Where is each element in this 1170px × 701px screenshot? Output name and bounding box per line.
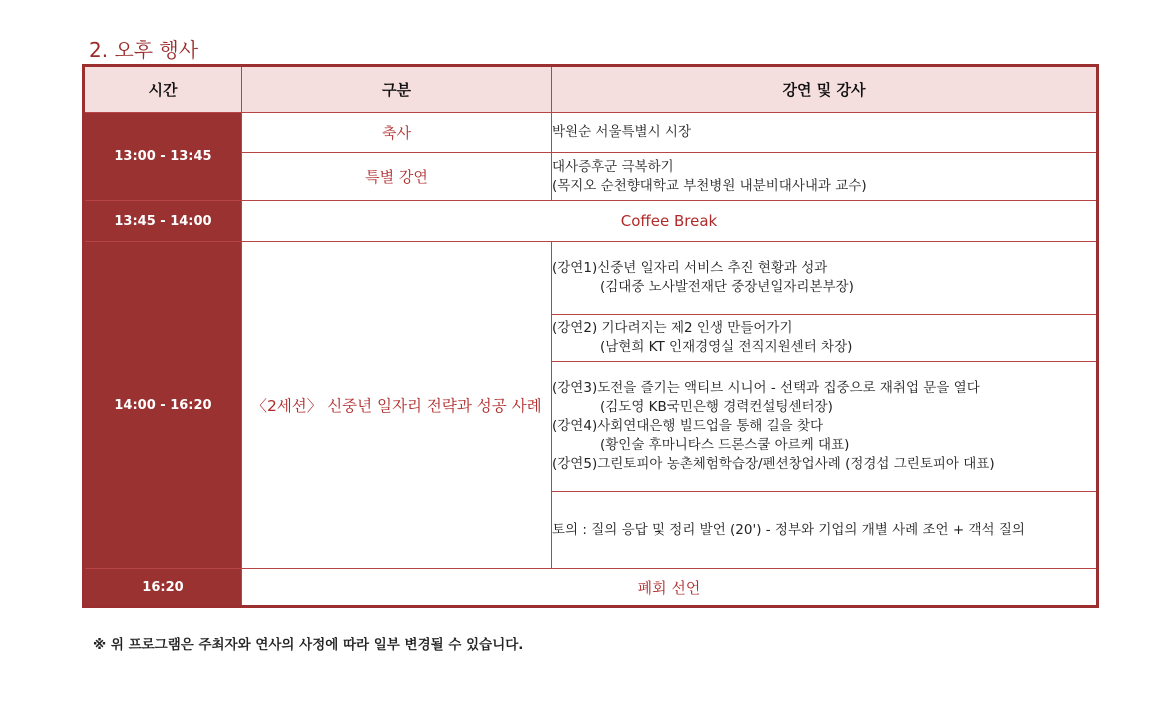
coffee-break: Coffee Break [242, 201, 1098, 242]
desc-line: (강연4)사회연대은행 빌드업을 통해 길을 찾다 [552, 418, 824, 434]
desc-line: (강연2) 기다려지는 제2 인생 만들어가기 [552, 320, 793, 336]
header-lecture: 강연 및 강사 [552, 66, 1098, 113]
desc-line: (강연1)신중년 일자리 서비스 추진 현황과 성과 [552, 260, 828, 276]
footnote: ※ 위 프로그램은 주최자와 연사의 사정에 따라 일부 변경될 수 있습니다. [93, 637, 524, 653]
desc-line: (김도영 KB국민은행 경력컨설팅센터장) [600, 399, 833, 415]
desc-lecture1 [552, 242, 1098, 315]
desc-line: 대사증후군 극복하기 [552, 158, 674, 175]
table-row [84, 242, 1098, 315]
desc-special [552, 153, 1098, 201]
time-cell: 13:45 - 14:00 [84, 201, 242, 242]
table-row [84, 569, 1098, 607]
category-special: 특별 강연 [242, 153, 552, 201]
header-time: 시간 [84, 66, 242, 113]
desc-discussion: 토의 : 질의 응답 및 정리 발언 (20') - 정부와 기업의 개별 사례 조언 + 객석 질의 [552, 492, 1098, 569]
desc-line: (황인술 후마니타스 드론스쿨 아르케 대표) [600, 437, 850, 453]
desc-line: (목지오 순천향대학교 부천병원 내분비대사내과 교수) [552, 177, 867, 194]
closing: 폐회 선언 [242, 569, 1098, 607]
desc-lecture345 [552, 362, 1098, 492]
table-row [84, 113, 1098, 153]
category-session2: 〈2세션〉 신중년 일자리 전략과 성공 사례 [242, 242, 552, 569]
desc-line: (강연3)도전을 즐기는 액티브 시니어 - 선택과 집중으로 재취업 문을 열다 [552, 380, 980, 396]
desc-congrats: 박원순 서울특별시 시장 [552, 113, 1098, 153]
time-cell: 16:20 [84, 569, 242, 607]
header-category: 구분 [242, 66, 552, 113]
section-title: 2. 오후 행사 [89, 38, 199, 62]
header-row [84, 66, 1098, 113]
table-row [84, 201, 1098, 242]
desc-line: (남현희 KT 인재경영실 전직지원센터 차장) [600, 339, 853, 355]
desc-line: (강연5)그린토피아 농촌체험학습장/펜션창업사례 (정경섭 그린토피아 대표) [552, 456, 995, 472]
time-cell: 14:00 - 16:20 [84, 242, 242, 569]
category-congrats: 축사 [242, 113, 552, 153]
desc-lecture2 [552, 315, 1098, 362]
time-cell: 13:00 - 13:45 [84, 113, 242, 201]
schedule-table [82, 64, 1099, 608]
desc-line: (김대중 노사발전재단 중장년일자리본부장) [600, 279, 854, 295]
